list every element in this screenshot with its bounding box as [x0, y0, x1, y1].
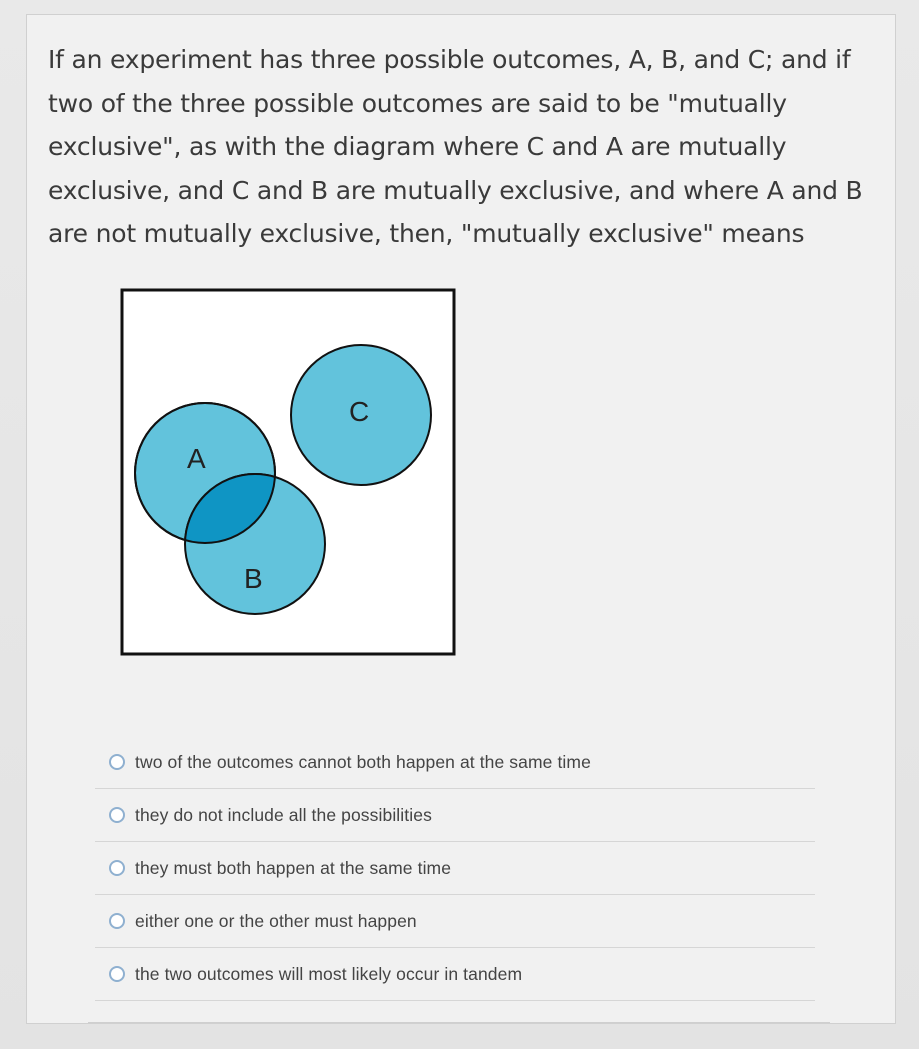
venn-diagram — [120, 288, 456, 656]
card-bottom-divider — [88, 1022, 830, 1023]
radio-button-1[interactable] — [109, 754, 125, 770]
option-4[interactable] — [95, 895, 815, 948]
option-label-2: they do not include all the possibilities — [135, 804, 432, 825]
label-a: A — [187, 443, 206, 474]
option-label-4: either one or the other must happen — [135, 910, 417, 931]
option-3[interactable] — [95, 842, 815, 895]
radio-button-3[interactable] — [109, 860, 125, 876]
radio-button-5[interactable] — [109, 966, 125, 982]
venn-diagram-svg — [120, 288, 456, 656]
option-2[interactable] — [95, 789, 815, 842]
option-label-5: the two outcomes will most likely occur in tandem — [135, 963, 523, 984]
option-label-1: two of the outcomes cannot both happen at the same time — [135, 751, 591, 772]
radio-button-4[interactable] — [109, 913, 125, 929]
answer-options — [95, 736, 815, 1001]
label-c: C — [349, 396, 370, 427]
question-text: If an experiment has three possible outcomes, A, B, and C; and if two of the three possible outcomes are said to be "mutually exclusive", as with the diagram where C and A are mutually exclusive, and C and B are mutually exclusive, and where A and B are not mutually exclusive, then, "mutually exclusive" means — [48, 45, 863, 248]
option-5[interactable] — [95, 948, 815, 1001]
option-1[interactable] — [95, 736, 815, 789]
label-b: B — [244, 563, 263, 594]
option-label-3: they must both happen at the same time — [135, 857, 452, 878]
radio-button-2[interactable] — [109, 807, 125, 823]
